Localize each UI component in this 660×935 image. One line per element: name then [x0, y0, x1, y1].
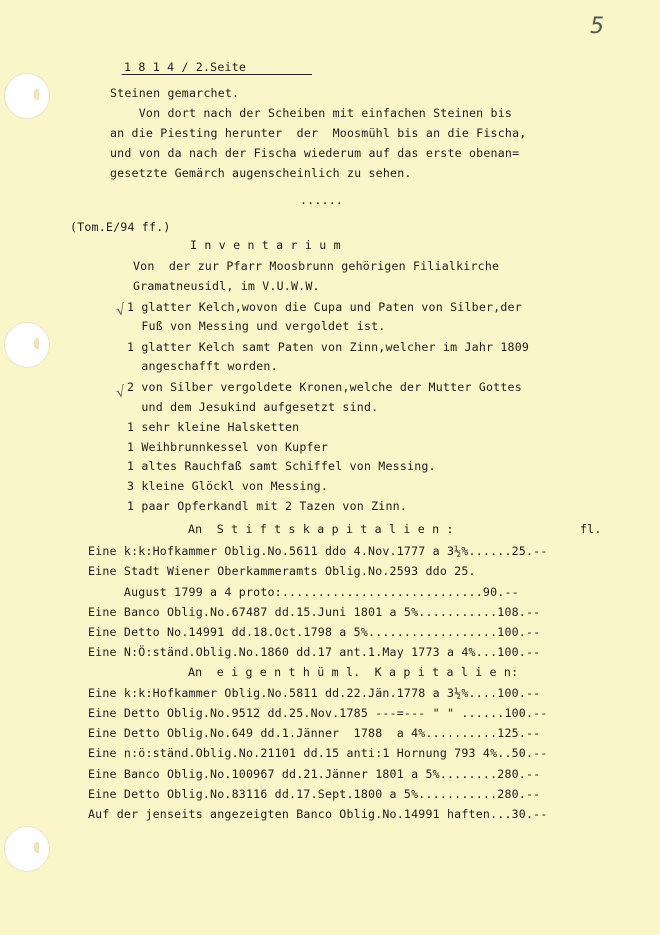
capital-entry: Eine Banco Oblig.No.100967 dd.21.Jänner 1801 a 5%........280.-- — [88, 767, 541, 781]
inventory-item: 1 sehr kleine Halsketten — [127, 420, 300, 434]
capital-entry: Eine Detto Oblig.No.83116 dd.17.Sept.1800 a 5%...........280.-- — [88, 787, 541, 801]
capital-entry: Eine Detto Oblig.No.9512 dd.25.Nov.1785 ---=--- " " ......100.-- — [88, 706, 548, 720]
separator: ...... — [300, 193, 344, 207]
inventory-intro-line: Von der zur Pfarr Moosbrunn gehörigen Filialkirche — [133, 259, 500, 273]
capital-entry: Auf der jenseits angezeigten Banco Oblig.No.14991 haften...30.-- — [88, 807, 548, 821]
intro-line: an die Piesting herunter der Moosmühl bis an die Fischa, — [110, 126, 527, 140]
inventory-item: 1 altes Rauchfaß samt Schiffel von Messing. — [127, 459, 436, 473]
punch-hole-top — [4, 73, 50, 119]
inventory-item: 1 glatter Kelch,wovon die Cupa und Paten von Silber,der — [127, 300, 522, 314]
inventory-item: 2 von Silber vergoldete Kronen,welche der Mutter Gottes — [127, 380, 522, 394]
inventory-item: Fuß von Messing und vergoldet ist. — [127, 319, 386, 333]
check-mark-icon: √ — [114, 382, 128, 402]
intro-line: gesetzte Gemärch augenscheinlich zu sehen. — [110, 166, 412, 180]
inventory-item: 3 kleine Glöckl von Messing. — [127, 479, 329, 493]
check-mark-icon: √ — [114, 300, 128, 320]
capital-entry: Eine Detto No.14991 dd.18.Oct.1798 a 5%..................100.-- — [88, 625, 541, 639]
capital-entry: Eine Banco Oblig.No.67487 dd.15.Juni 1801 a 5%...........108.-- — [88, 605, 541, 619]
inventory-item: 1 Weihbrunnkessel von Kupfer — [127, 440, 329, 454]
intro-line: und von da nach der Fischa wiederum auf das erste obenan= — [110, 146, 520, 160]
inventory-item: 1 paar Opferkandl mit 2 Tazen von Zinn. — [127, 499, 408, 513]
capital-entry: Eine N:Ö:ständ.Oblig.No.1860 dd.17 ant.1.May 1773 a 4%...100.-- — [88, 645, 541, 659]
capital-entry: Eine k:k:Hofkammer Oblig.No.5811 dd.22.Jän.1778 a 3½%....100.-- — [88, 686, 541, 700]
intro-line: Steinen gemarchet. — [110, 86, 240, 100]
currency-label: fl. — [580, 522, 602, 536]
stift-header: An S t i f t s k a p i t a l i e n : — [188, 522, 454, 536]
inventory-title: I n v e n t a r i u m — [190, 238, 341, 252]
inventory-item: 1 glatter Kelch samt Paten von Zinn,welcher im Jahr 1809 — [127, 340, 530, 354]
capital-entry: August 1799 a 4 proto:............................90.-- — [88, 585, 519, 599]
punch-hole-bottom — [4, 826, 50, 872]
capital-entry: Eine Stadt Wiener Oberkammeramts Oblig.No.2593 ddo 25. — [88, 564, 476, 578]
page-header: 1 8 1 4 / 2.Seite — [124, 60, 247, 74]
reference: (Tom.E/94 ff.) — [70, 220, 171, 234]
capital-entry: Eine k:k:Hofkammer Oblig.No.5611 ddo 4.Nov.1777 a 3½%......25.-- — [88, 544, 548, 558]
header-underline — [122, 74, 312, 75]
intro-line: Von dort nach der Scheiben mit einfachen Steinen bis — [110, 106, 513, 120]
page-number: 5 — [590, 14, 604, 39]
inventory-item: und dem Jesukind aufgesetzt sind. — [127, 400, 379, 414]
eigen-header: An e i g e n t h ü m l. K a p i t a l i e n: — [188, 665, 519, 679]
punch-hole-middle — [4, 322, 50, 368]
capital-entry: Eine Detto Oblig.No.649 dd.1.Jänner 1788 a 4%..........125.-- — [88, 726, 541, 740]
inventory-intro-line: Gramatneusidl, im V.U.W.W. — [133, 279, 320, 293]
inventory-item: angeschafft worden. — [127, 359, 278, 373]
capital-entry: Eine n:ö:ständ.Oblig.No.21101 dd.15 anti:1 Hornung 793 4%..50.-- — [88, 746, 548, 760]
